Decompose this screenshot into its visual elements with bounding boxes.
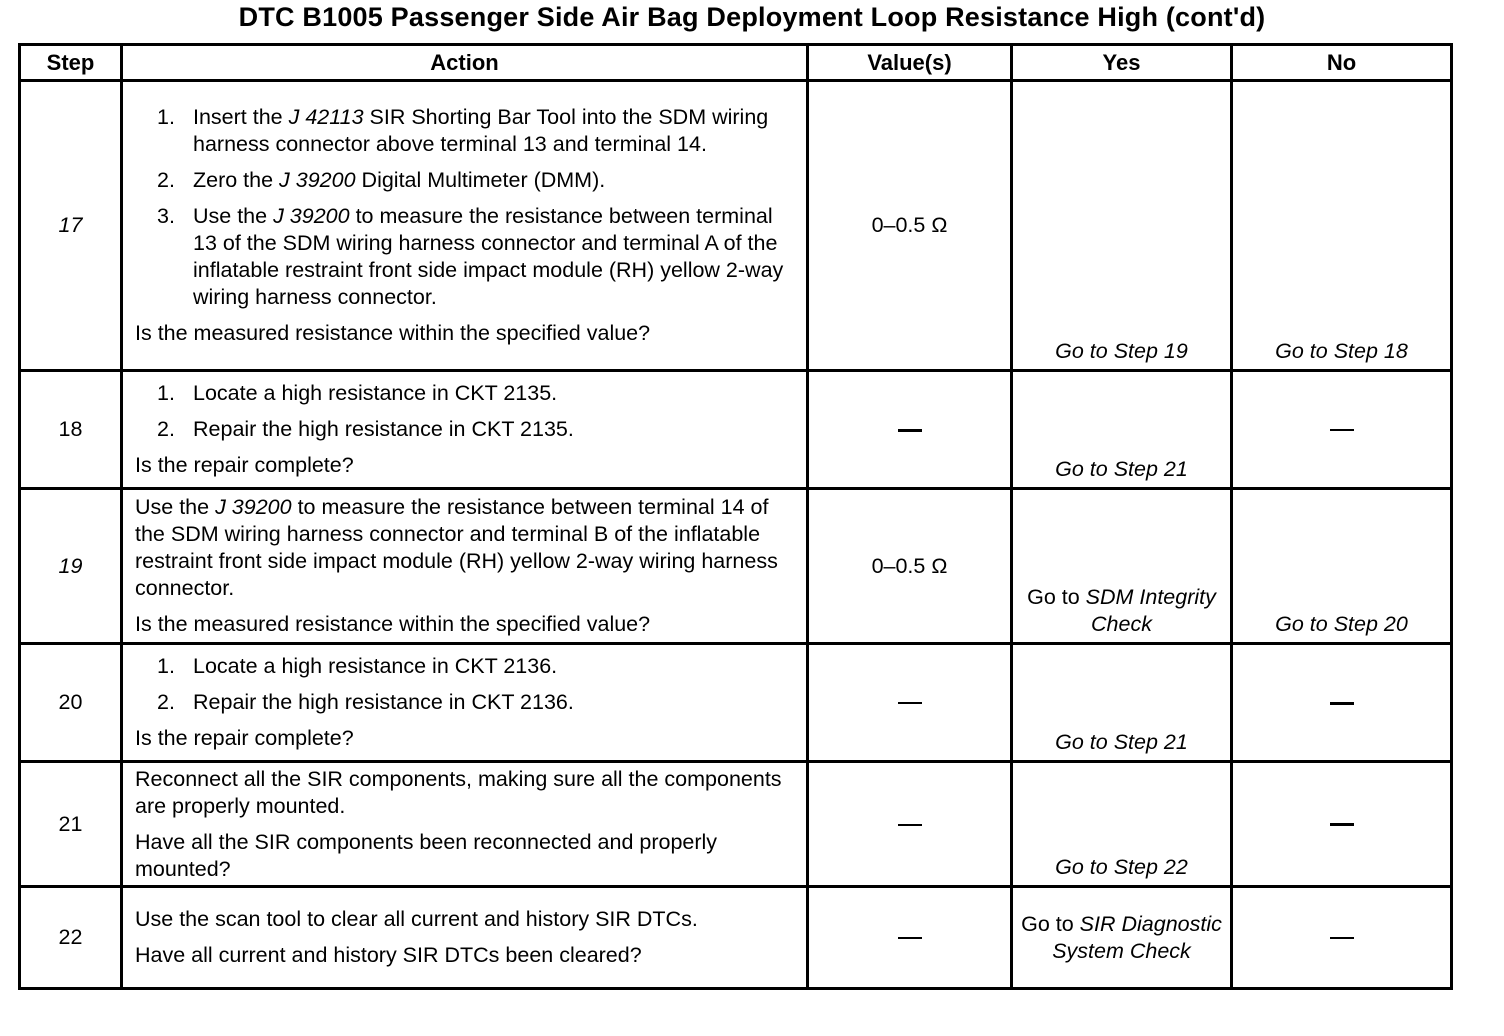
sdm-integrity-check-link[interactable]: SDM Integrity Check	[1085, 585, 1216, 636]
tool-reference: J 39200	[215, 495, 292, 519]
action-item: 2. Zero the J 39200 Digital Multimeter (DMM).	[157, 168, 606, 192]
step-number: 18	[20, 371, 122, 489]
action-item: 1. Locate a high resistance in CKT 2135.	[157, 381, 558, 405]
step-number: 21	[20, 762, 122, 887]
header-action: Action	[122, 45, 808, 81]
dash-mark	[898, 937, 922, 939]
action-item: 2. Repair the high resistance in CKT 2136.	[157, 690, 574, 714]
diagnostic-table	[18, 43, 1453, 990]
action-question: Is the measured resistance within the specified value?	[135, 321, 651, 345]
dash-mark	[898, 429, 922, 432]
action-item: 1. Insert the J 42113 SIR Shorting Bar Tool into the SDM wiring harness connector above terminal 13 and terminal 14.	[157, 105, 769, 156]
action-cell	[122, 762, 808, 887]
yes-cell: Go to Step 22	[1012, 762, 1232, 887]
no-cell	[1232, 371, 1452, 489]
action-item: 2. Repair the high resistance in CKT 2135.	[157, 417, 574, 441]
value-cell: 0–0.5 Ω	[808, 81, 1012, 371]
action-list	[135, 380, 796, 443]
header-no: No	[1232, 45, 1452, 81]
value-cell	[808, 887, 1012, 989]
step-number: 19	[20, 489, 122, 644]
action-question: Is the repair complete?	[135, 726, 354, 750]
value-cell	[808, 644, 1012, 762]
dash-mark	[898, 824, 922, 826]
no-cell	[1232, 644, 1452, 762]
table-row-step-19	[20, 489, 1452, 644]
table-row-step-18	[20, 371, 1452, 489]
value-cell: 0–0.5 Ω	[808, 489, 1012, 644]
action-question: Have all the SIR components been reconnected and properly mounted?	[135, 829, 718, 881]
value-cell	[808, 371, 1012, 489]
action-item: 1. Locate a high resistance in CKT 2136.	[157, 654, 558, 678]
yes-cell: Go to SIR Diagnostic System Check	[1012, 887, 1232, 989]
tool-reference: J 42113	[288, 105, 364, 129]
yes-cell: Go to Step 21	[1012, 371, 1232, 489]
dash-mark	[1330, 823, 1354, 826]
action-question: Have all current and history SIR DTCs been cleared?	[135, 943, 642, 967]
action-text: Reconnect all the SIR components, making sure all the components are properly mounted.	[135, 766, 782, 818]
dash-mark	[898, 702, 922, 704]
no-cell	[1232, 762, 1452, 887]
step-number: 17	[20, 81, 122, 371]
header-yes: Yes	[1012, 45, 1232, 81]
action-list	[135, 653, 796, 716]
action-item: 3. Use the J 39200 to measure the resistance between terminal 13 of the SDM wiring harness connector and terminal A of the inflatable restraint front side impact module (RH) yellow 2-way wiring harness connector.	[157, 204, 784, 309]
action-cell	[122, 644, 808, 762]
header-step: Step	[20, 45, 122, 81]
action-text: Use the J 39200 to measure the resistance between terminal 14 of the SDM wiring harness connector and terminal B of the inflatable restraint front side impact module (RH) yellow 2-way wiring harness connector.	[135, 495, 778, 600]
table-row-step-21	[20, 762, 1452, 887]
sir-diagnostic-system-check-link[interactable]: SIR Diagnostic System Check	[1052, 911, 1222, 963]
no-cell	[1232, 887, 1452, 989]
yes-cell: Go to SDM Integrity Check	[1012, 489, 1232, 644]
table-row-step-20	[20, 644, 1452, 762]
action-cell	[122, 81, 808, 371]
action-list	[135, 104, 796, 311]
step-number: 20	[20, 644, 122, 762]
tool-reference: J 39200	[273, 204, 350, 228]
step-number: 22	[20, 887, 122, 989]
table-row-step-22	[20, 887, 1452, 989]
dash-mark	[1330, 429, 1354, 431]
header-row	[20, 45, 1452, 81]
action-cell	[122, 887, 808, 989]
action-cell	[122, 371, 808, 489]
yes-cell: Go to Step 19	[1012, 81, 1232, 371]
header-values: Value(s)	[808, 45, 1012, 81]
yes-cell: Go to Step 21	[1012, 644, 1232, 762]
action-cell	[122, 489, 808, 644]
dash-mark	[1330, 937, 1354, 939]
dash-mark	[1330, 702, 1354, 705]
no-cell: Go to Step 20	[1232, 489, 1452, 644]
action-question: Is the measured resistance within the specified value?	[135, 612, 651, 636]
page-title: DTC B1005 Passenger Side Air Bag Deployment Loop Resistance High (cont'd)	[238, 2, 1266, 32]
tool-reference: J 39200	[279, 168, 356, 192]
action-text: Use the scan tool to clear all current and history SIR DTCs.	[135, 907, 698, 931]
table-row-step-17	[20, 81, 1452, 371]
value-cell	[808, 762, 1012, 887]
action-question: Is the repair complete?	[135, 453, 354, 477]
no-cell: Go to Step 18	[1232, 81, 1452, 371]
